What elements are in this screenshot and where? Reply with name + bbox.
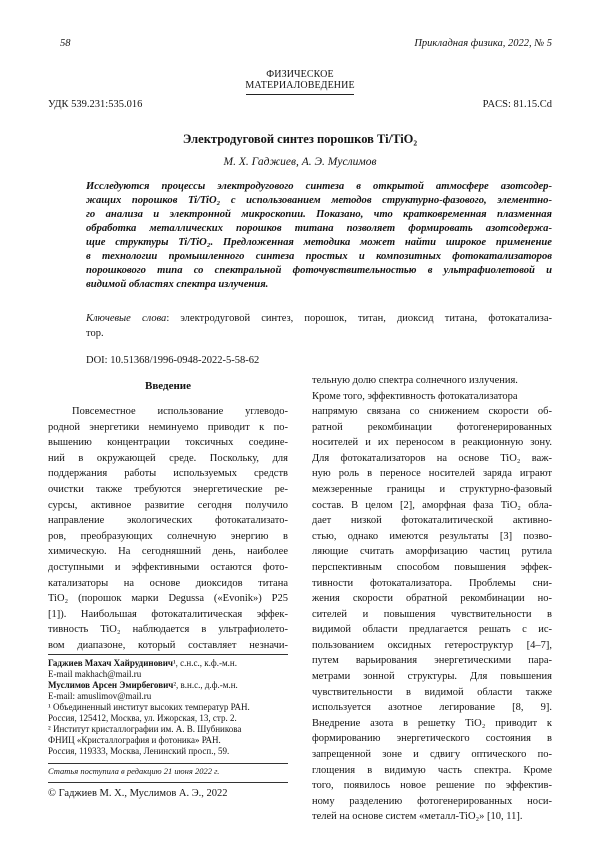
body-line: Повсеместное использование углеводо- (72, 406, 288, 417)
body-line: стью, однако имеются результаты [3] позво- (312, 531, 552, 542)
body-line: телей на основе систем «металл-TiO₂» [10, 11]. (312, 811, 523, 822)
body-line: TiO₂ (порошок марки Degussa («Evonik») P25 (48, 593, 288, 604)
body-line: ную роль в переносе носителей заряда играют (312, 468, 552, 479)
body-line: носителей и их переносом в реакционную зону. (312, 437, 552, 448)
keywords-line (86, 311, 552, 327)
body-line: тельную долю спектра солнечного излучения. (312, 375, 518, 386)
body-line: доступными и эффективными остаются фото- (48, 562, 288, 573)
body-line: сителей и повышения чувствительности в (312, 609, 552, 620)
body-line: тивности фотокатализатора. Проблемы сни- (312, 578, 552, 589)
body-line: того, появилось новое решение по эффектив- (312, 780, 552, 791)
body-line: [1]). Наибольшая фотокаталитическая эффек- (48, 609, 288, 620)
footnote-author2 (48, 680, 238, 691)
keywords-label: Ключевые слова (86, 313, 167, 324)
body-line: химическую. На сегодняшний день, наиболее (48, 546, 288, 557)
pacs-code: PACS: 81.15.Cd (482, 99, 552, 110)
body-line: жения скорости обратной рекомбинации но- (312, 593, 552, 604)
abstract-line: видимой областях спектра излучения. (86, 279, 269, 290)
affiliation-line: ФНИЦ «Кристаллография и фотоника» РАН. (48, 735, 221, 745)
author1-name: Гаджиев Махач Хайрудинович (48, 658, 173, 668)
received-rule (48, 763, 288, 764)
abstract-line: Исследуются процессы электродугового синтеза в открытой атмосфере азотсодер- (86, 181, 552, 192)
footnote-author1 (48, 658, 237, 669)
section-heading-line2: МАТЕРИАЛОВЕДЕНИЕ (245, 80, 355, 91)
body-line: напрямую связана со снижением скорости об- (312, 406, 552, 417)
body-line: вышению концентрации токсичных соедине- (48, 437, 288, 448)
body-line: Кроме того, эффективность фотокатализатора (312, 391, 518, 402)
abstract-line: го анализа и электронной микроскопии. Показано, что кратковременная плазменная (86, 209, 552, 220)
affiliation-line: Россия, 125412, Москва, ул. Ижорская, 13, стр. 2. (48, 713, 237, 723)
body-line: перспективным способом повышения эффек- (312, 562, 552, 573)
body-line: путем варьирования энергетическими пара- (312, 655, 552, 666)
copyright: © Гаджиев М. Х., Муслимов А. Э., 2022 (48, 788, 228, 799)
body-line: чувствительности в видимой области также (312, 687, 552, 698)
body-line: глощения в видимую часть спектра. Кроме (312, 765, 552, 776)
author1-details: ¹, с.н.с., к.ф.-м.н. (172, 658, 237, 668)
body-line: запрещенной зоне и сдвигу оптического по- (312, 749, 552, 760)
affiliation-line: ² Институт кристаллографии им. А. В. Шубникова (48, 724, 242, 734)
body-line: Для фотокатализаторов на основе TiO₂ важ- (312, 453, 552, 464)
doi: DOI: 10.51368/1996-0948-2022-5-58-62 (86, 355, 260, 366)
affiliation-line: ¹ Объединенный институт высоких температур РАН. (48, 702, 250, 712)
page-number: 58 (60, 38, 71, 49)
article-authors: М. Х. Гаджиев, А. Э. Муслимов (223, 156, 377, 168)
body-line: Внедрение азота в решетку TiO₂ приводит к (312, 718, 552, 729)
body-line: сурсы, активное развитие сегодня получило (48, 500, 288, 511)
received-date: Статья поступила в редакцию 21 июня 2022 г. (48, 766, 220, 776)
author2-details: ², в.н.с., д.ф.-м.н. (173, 680, 238, 690)
author1-email: E-mail makhach@mail.ru (48, 669, 142, 679)
body-line: дает низкой фотокаталитической активно- (312, 515, 552, 526)
article-title: Электродуговой синтез порошков Ti/TiO₂ (182, 132, 418, 146)
body-line: используется азотное легирование [8, 9]. (312, 702, 552, 713)
body-line: пользованием оксидных гетероструктур [4–7], (312, 640, 552, 651)
body-line: ляющие считать аморфизацию частиц рутила (312, 546, 552, 557)
body-line: состав. В целом [2], аморфная фаза TiO₂ обла- (312, 500, 552, 511)
body-line: катализаторы на основе диоксидов титана (48, 578, 288, 589)
keywords-line: тор. (86, 328, 104, 339)
keywords-text: : электродуговой синтез, порошок, титан, диоксид титана, фотокатализа- (166, 313, 552, 324)
footnote-rule (48, 654, 288, 655)
body-line: ров, преобразующих солнечную энергию в (48, 531, 288, 542)
journal-running-header: Прикладная физика, 2022, № 5 (414, 38, 552, 49)
body-line: формированию энергетического состояния в (312, 733, 552, 744)
body-line: метрами зонной структуры. Для повышения (312, 671, 552, 682)
abstract-line: щие структуры Ti/TiO₂. Предложенная методика может найти широкое применение (86, 237, 552, 248)
section-heading-line1: ФИЗИЧЕСКОЕ (266, 69, 334, 80)
body-line: поддержания работы используемых средств (48, 468, 288, 479)
section-heading (0, 69, 600, 91)
body-line: родной энергетики неминуемо приводит к по- (48, 422, 288, 433)
body-line: вом диапазоне, который составляет незначи- (48, 640, 288, 651)
body-line: ному разделению фотогенерированных носи- (312, 796, 552, 807)
body-line: очистки также требуются энергетические ре- (48, 484, 288, 495)
body-line: направление экологических фотокатализато- (48, 515, 288, 526)
author2-email: E-mail: amuslimov@mail.ru (48, 691, 152, 701)
udc-code: УДК 539.231:535.016 (48, 99, 143, 110)
copyright-rule (48, 782, 288, 783)
body-line: межзеренные границы и структурно-фазовый (312, 484, 552, 495)
introduction-heading: Введение (144, 380, 192, 392)
body-line: видимой области предлагается решать с ис- (312, 624, 552, 635)
body-line: тивность TiO₂ наблюдается в ультрафиолето- (48, 624, 288, 635)
author2-name: Муслимов Арсен Эмирбегович (48, 680, 174, 690)
section-underline (246, 94, 354, 95)
body-line: ратной рекомбинации фотогенерированных (312, 422, 552, 433)
body-line: ний в окружающей среде. Поскольку, для (48, 453, 288, 464)
affiliation-line: Россия, 119333, Москва, Ленинский просп., 59. (48, 746, 230, 756)
abstract-line: в технологии промышленного синтеза простых и композитных фотокатализаторов (86, 251, 552, 262)
abstract-line: жащих порошков Ti/TiO₂ с использованием методов структурно-фазового, элементно- (86, 195, 552, 206)
abstract-line: обработка металлических порошков титана позволяет формировать азотсодержа- (86, 223, 552, 234)
abstract-line: порошкового типа со спектральной фоточувствительностью в ультрафиолетовой и (86, 265, 552, 276)
